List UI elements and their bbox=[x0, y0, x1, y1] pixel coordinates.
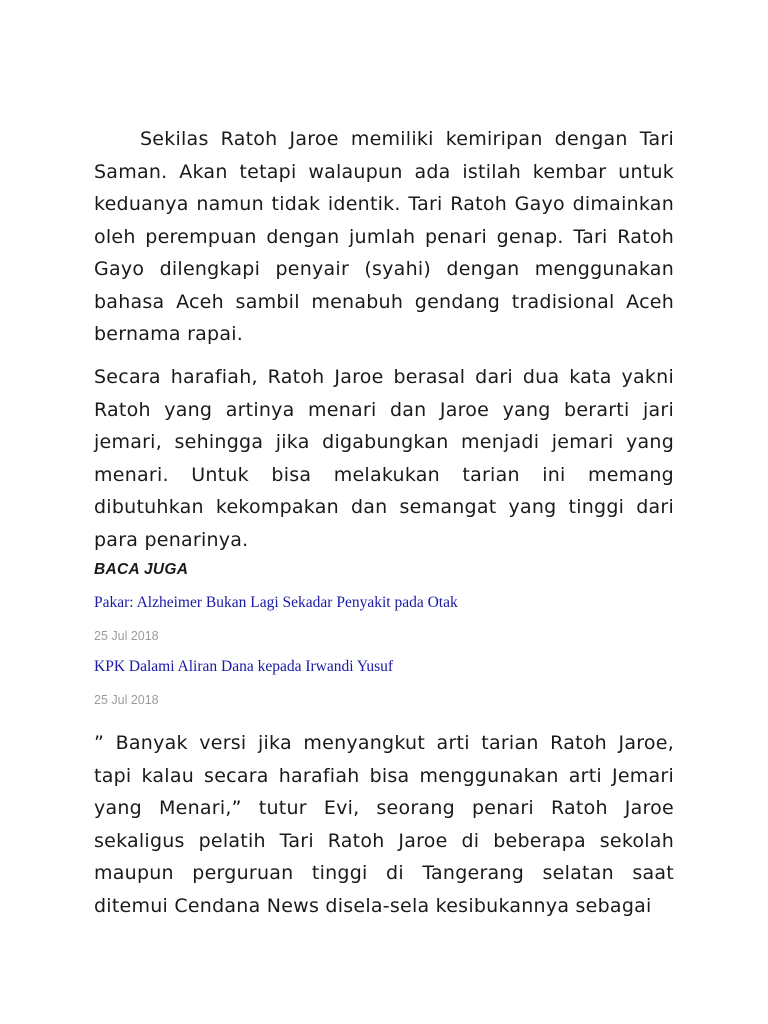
baca-juga-heading: BACA JUGA bbox=[94, 561, 189, 578]
related-article-link[interactable]: KPK Dalami Aliran Dana kepada Irwandi Yusuf bbox=[94, 658, 394, 675]
paragraph-block-3 bbox=[94, 727, 674, 922]
article-paragraph: ” Banyak versi jika menyangkut arti tarian Ratoh Jaroe, tapi kalau secara harafiah bisa menggunakan arti Jemari yang Menari,” tutur Evi, seorang penari Ratoh Jaroe sekaligus pelatih Tari Ratoh Jaroe di beberapa sekolah maupun perguruan tinggi di Tangerang selatan saat ditemui Cendana News disela-sela kesibukannya sebagai bbox=[94, 732, 674, 917]
article-paragraph: Sekilas Ratoh Jaroe memiliki kemiripan dengan Tari Saman. Akan tetapi walaupun ada istilah kembar untuk keduanya namun tidak identik. Tari Ratoh Gayo dimainkan oleh perempuan dengan jumlah penari genap. Tari Ratoh Gayo dilengkapi penyair (syahi) dengan menggunakan bahasa Aceh sambil menabuh gendang tradisional Aceh bernama rapai. bbox=[94, 128, 674, 345]
paragraph-block-1 bbox=[94, 123, 674, 351]
related-article-link[interactable]: Pakar: Alzheimer Bukan Lagi Sekadar Penyakit pada Otak bbox=[94, 594, 458, 611]
related-article-date: 25 Jul 2018 bbox=[94, 629, 159, 643]
article-paragraph: Secara harafiah, Ratoh Jaroe berasal dari dua kata yakni Ratoh yang artinya menari dan Jaroe yang berarti jari jemari, sehingga jika digabungkan menjadi jemari yang menari. Untuk bisa melakukan tarian ini memang dibutuhkan kekompakan dan semangat yang tinggi dari para penarinya. bbox=[94, 366, 674, 551]
related-article-date: 25 Jul 2018 bbox=[94, 693, 159, 707]
paragraph-block-2 bbox=[94, 361, 674, 556]
